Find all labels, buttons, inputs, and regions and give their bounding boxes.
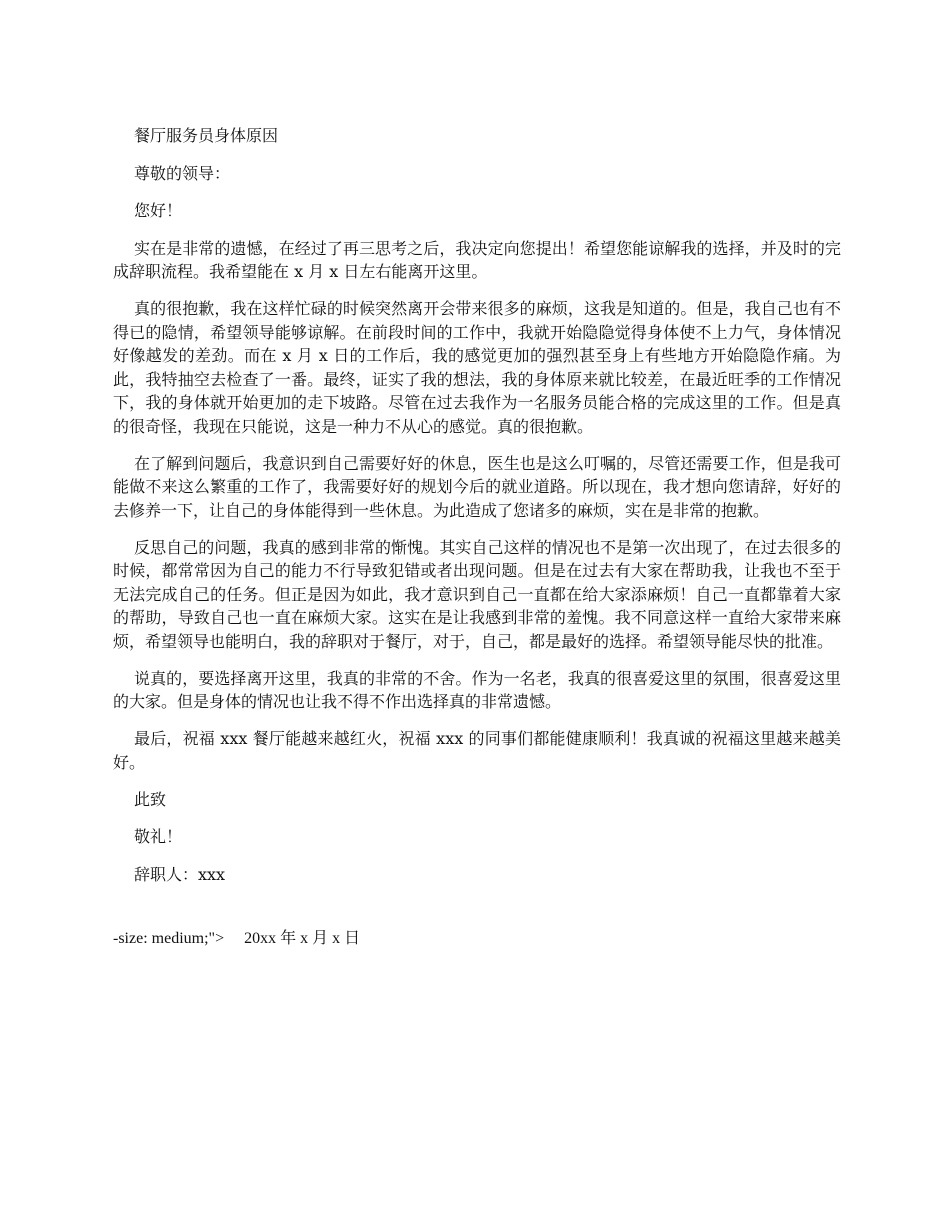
closing-line-1: 此致: [134, 789, 167, 809]
paragraph-1: 实在是非常的遗憾，在经过了再三思考之后，我决定向您提出！希望您能谅解我的选择，并及时的完成辞职流程。我希望能在 x 月 x 日左右能离开这里。: [113, 238, 841, 281]
document-title: 餐厅服务员身体原因: [134, 126, 279, 145]
date-line: -size: medium;"> 20xx 年 x 月 x 日: [113, 930, 361, 947]
paragraph-5: 说真的，要选择离开这里，我真的非常的不舍。作为一名老，我真的很喜爱这里的氛围，很喜爱这里的大家。但是身体的情况也让我不得不作出选择真的非常遗憾。: [113, 668, 841, 711]
greeting: 您好！: [134, 201, 183, 220]
paragraph-3: 在了解到问题后，我意识到自己需要好好的休息，医生也是这么叮嘱的，尽管还需要工作，但是我可能做不来这么繁重的工作了，我需要好好的规划今后的就业道路。所以现在，我才想向您请辞，好好的去修养一下，让自己的身体能得到一些休息。为此造成了您诸多的麻烦，实在是非常的抱歉。: [113, 453, 841, 520]
letter-body: [113, 124, 841, 900]
salutation: 尊敬的领导：: [134, 163, 231, 183]
paragraph-6: 最后，祝福 xxx 餐厅能越来越红火，祝福 xxx 的同事们都能健康顺利！我真诚的祝福这里越来越美好。: [113, 729, 841, 772]
signature: 辞职人：xxx: [134, 864, 226, 884]
paragraph-4: 反思自己的问题，我真的感到非常的惭愧。其实自己这样的情况也不是第一次出现了，在过去很多的时候，都常常因为自己的能力不行导致犯错或者出现问题。但是在过去有大家在帮助我，让我也不至于无法完成自己的任务。但正是因为如此，我才意识到自己一直都在给大家添麻烦！自己一直都靠着大家的帮助，导致自己也一直在麻烦大家。这实在是让我感到非常的羞愧。我不同意这样一直给大家带来麻烦，希望领导也能明白，我的辞职对于餐厅，对于，自己，都是最好的选择。希望领导能尽快的批准。: [113, 537, 841, 651]
closing-line-2: 敬礼！: [134, 827, 183, 846]
paragraph-2: 真的很抱歉，我在这样忙碌的时候突然离开会带来很多的麻烦，这我是知道的。但是，我自己也有不得已的隐情，希望领导能够谅解。在前段时间的工作中，我就开始隐隐觉得身体使不上力气，身体情况好像越发的差劲。而在 x 月 x 日的工作后，我的感觉更加的强烈甚至身上有些地方开始隐隐作痛。为此，我特抽空去检查了一番。最终，证实了我的想法，我的身体原来就比较差，在最近旺季的工作情况下，我的身体就开始更加的走下坡路。尽管在过去我作为一名服务员能合格的完成这里的工作。但是真的很奇怪，我现在只能说，这是一种力不从心的感觉。真的很抱歉。: [113, 299, 841, 436]
